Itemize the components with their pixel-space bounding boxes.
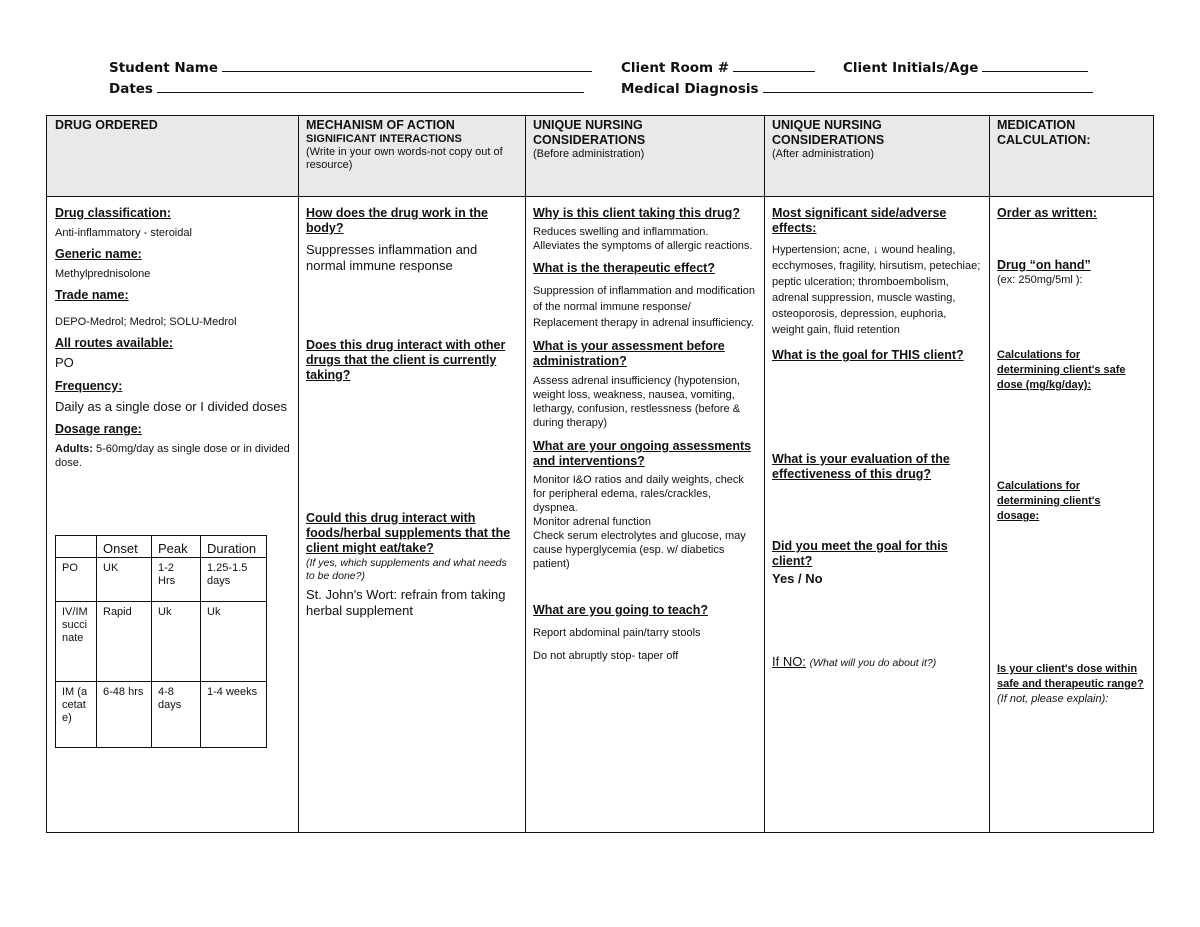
table-header-cell — [56, 536, 97, 558]
after-question-1: Most significant side/adverse effects: — [772, 206, 947, 235]
frequency-value: Daily as a single dose or I divided doses — [55, 399, 287, 414]
table-row — [56, 682, 267, 748]
header-mechanism-subtitle: SIGNIFICANT INTERACTIONS — [306, 133, 462, 145]
table-cell: Rapid — [97, 602, 152, 682]
before-admin-column — [525, 206, 764, 663]
before-answer-5-1: Report abdominal pain/tarry stools — [533, 627, 701, 639]
calc-client-dosage-label: Calculations for determining client's dosage: — [997, 480, 1101, 522]
table-header-cell: Onset — [97, 536, 152, 558]
dates-label: Dates — [109, 81, 153, 97]
mechanism-interactions — [298, 338, 525, 383]
drug-card-table — [46, 115, 1154, 833]
table-header-cell: Peak — [152, 536, 201, 558]
header-mechanism — [298, 116, 525, 196]
calc-client-dosage — [989, 479, 1153, 524]
dosage-adults — [55, 442, 290, 470]
generic-name-value: Methylprednisolone — [55, 268, 151, 280]
mechanism-food-interactions — [298, 511, 525, 619]
client-room-label: Client Room # — [621, 60, 730, 76]
before-answer-1: Reduces swelling and inflammation. Alleviates the symptoms of allergic reactions. — [533, 226, 753, 252]
calc-column — [989, 206, 1153, 221]
mechanism-answer-3: St. John's Wort: refrain from taking herbal supplement — [306, 587, 506, 618]
before-answer-5-2: Do not abruptly stop- taper off — [533, 650, 679, 662]
trade-name-label: Trade name: — [55, 288, 129, 302]
table-cell: 1-4 weeks — [201, 682, 267, 748]
calc-order-as-written: Order as written: — [997, 206, 1098, 220]
header-before-admin — [525, 116, 764, 196]
drug-classification-label: Drug classification: — [55, 206, 171, 220]
before-answer-4-1: Monitor I&O ratios and daily weights, check for peripheral edema, rales/crackles, dyspnea. — [533, 474, 744, 514]
before-question-4: What are your ongoing assessments and interventions? — [533, 439, 752, 468]
table-row — [56, 558, 267, 602]
student-name-label: Student Name — [109, 60, 219, 76]
after-question-4: Did you meet the goal for this client? — [772, 539, 948, 568]
mechanism-question-1: How does the drug work in the body? — [306, 206, 488, 235]
table-cell: Uk — [152, 602, 201, 682]
routes-label: All routes available: — [55, 336, 174, 350]
table-cell: Uk — [201, 602, 267, 682]
student-name-field[interactable] — [109, 58, 592, 76]
after-question-2: What is the goal for THIS client? — [772, 348, 964, 362]
table-cell: 1.25-1.5 days — [201, 558, 267, 602]
trade-name-value: DEPO-Medrol; Medrol; SOLU-Medrol — [55, 316, 237, 328]
before-answer-2: Suppression of inflammation and modification of the normal immune response/ Replacement therapy in adrenal insufficiency. — [533, 285, 755, 329]
if-no-label: If NO: — [772, 654, 806, 669]
before-answer-4-3: Check serum electrolytes and glucose, may cause hyperglycemia (esp. w/ diabetics patient) — [533, 530, 746, 570]
after-question-3: What is your evaluation of the effectiveness of this drug? — [772, 452, 950, 481]
calc-range-check — [989, 662, 1153, 707]
table-cell: 1-2 Hrs — [152, 558, 201, 602]
dosage-adults-label: Adults: — [55, 443, 93, 455]
before-answer-3: Assess adrenal insufficiency (hypotension, weight loss, weakness, nausea, vomiting, lethargy, confusion, restlessness (before & during therapy) — [533, 375, 741, 429]
client-initials-age-label: Client Initials/Age — [843, 60, 979, 76]
mechanism-column — [298, 206, 525, 274]
client-room-field[interactable] — [621, 58, 815, 76]
header-medication-calc — [989, 116, 1153, 196]
table-header-cell: Duration — [201, 536, 267, 558]
after-if-no — [764, 654, 989, 670]
calc-drug-on-hand — [989, 258, 1153, 287]
drug-ordered-column — [47, 206, 298, 470]
calc-safe-dose-label: Calculations for determining client's safe dose (mg/kg/day): — [997, 349, 1126, 391]
if-no-note: (What will you do about it?) — [809, 657, 937, 669]
if-no-line — [772, 654, 981, 670]
calc-safe-dose — [989, 348, 1153, 393]
routes-value: PO — [55, 355, 74, 370]
header-drug-ordered — [47, 116, 298, 196]
header-mechanism-note: (Write in your own words-not copy out of resource) — [306, 146, 503, 171]
calc-drug-on-hand-label: Drug “on hand” — [997, 258, 1091, 272]
medical-diagnosis-label: Medical Diagnosis — [621, 81, 759, 97]
header-before-title: UNIQUE NURSING CONSIDERATIONS — [533, 118, 646, 147]
dosage-range-label: Dosage range: — [55, 422, 142, 436]
header-after-note: (After administration) — [772, 148, 875, 160]
medical-diagnosis-field[interactable] — [621, 79, 1093, 97]
dosage-adults-value: 5-60mg/day as single dose or in divided dose. — [55, 443, 290, 469]
frequency-label: Frequency: — [55, 379, 123, 393]
table-cell: 6-48 hrs — [97, 682, 152, 748]
header-before-note: (Before administration) — [533, 148, 645, 160]
before-answer-4-2: Monitor adrenal function — [533, 516, 652, 528]
dates-field[interactable] — [109, 79, 584, 97]
generic-name-label: Generic name: — [55, 247, 142, 261]
after-evaluation — [764, 452, 989, 482]
table-cell: 4-8 days — [152, 682, 201, 748]
table-cell: PO — [56, 558, 97, 602]
mechanism-question-3: Could this drug interact with foods/herbal supplements that the client might eat/take? — [306, 511, 511, 555]
before-question-2: What is the therapeutic effect? — [533, 261, 715, 275]
header-mechanism-title: MECHANISM OF ACTION — [306, 118, 455, 132]
column-divider — [989, 116, 990, 832]
after-admin-column — [764, 206, 989, 363]
table-row — [56, 602, 267, 682]
before-question-1: Why is this client taking this drug? — [533, 206, 740, 220]
after-goal-met — [764, 539, 989, 587]
table-cell: UK — [97, 558, 152, 602]
calc-range-check-label: Is your client's dose within safe and therapeutic range? — [997, 663, 1144, 690]
calc-range-check-note: (If not, please explain): — [997, 693, 1109, 705]
header-after-title: UNIQUE NURSING CONSIDERATIONS — [772, 118, 885, 147]
drug-classification-value: Anti-inflammatory - steroidal — [55, 227, 192, 239]
table-cell: IM (acetate) — [56, 682, 97, 748]
before-question-3: What is your assessment before administration? — [533, 339, 725, 368]
calc-drug-on-hand-note: (ex: 250mg/5ml ): — [997, 274, 1083, 286]
table-cell: IV/IM succinate — [56, 602, 97, 682]
header-drug-ordered-title: DRUG ORDERED — [55, 118, 158, 132]
after-answer-4: Yes / No — [772, 571, 823, 586]
header-after-admin — [764, 116, 989, 196]
mechanism-question-2: Does this drug interact with other drugs that the client is currently taking? — [306, 338, 506, 382]
mechanism-question-3-note: (If yes, which supplements and what needs to be done?) — [306, 557, 507, 582]
table-header-row — [56, 536, 267, 558]
calc-range-check-line — [997, 662, 1145, 707]
header-divider — [47, 196, 1153, 197]
mechanism-answer-1: Suppresses inflammation and normal immune response — [306, 242, 478, 273]
header-calc-title: MEDICATION CALCULATION: — [997, 118, 1091, 147]
before-question-5: What are you going to teach? — [533, 603, 709, 617]
after-answer-1: Hypertension; acne, ↓ wound healing, ecchymoses, fragility, hirsutism, petechiae; peptic ulceration; thromboembolism, adrenal suppression, muscle wasting, osteoporosis, depression, euphoria, weight gain, fluid retention — [772, 244, 981, 336]
client-initials-age-field[interactable] — [843, 58, 1088, 76]
pharmacokinetics-table — [55, 535, 267, 748]
